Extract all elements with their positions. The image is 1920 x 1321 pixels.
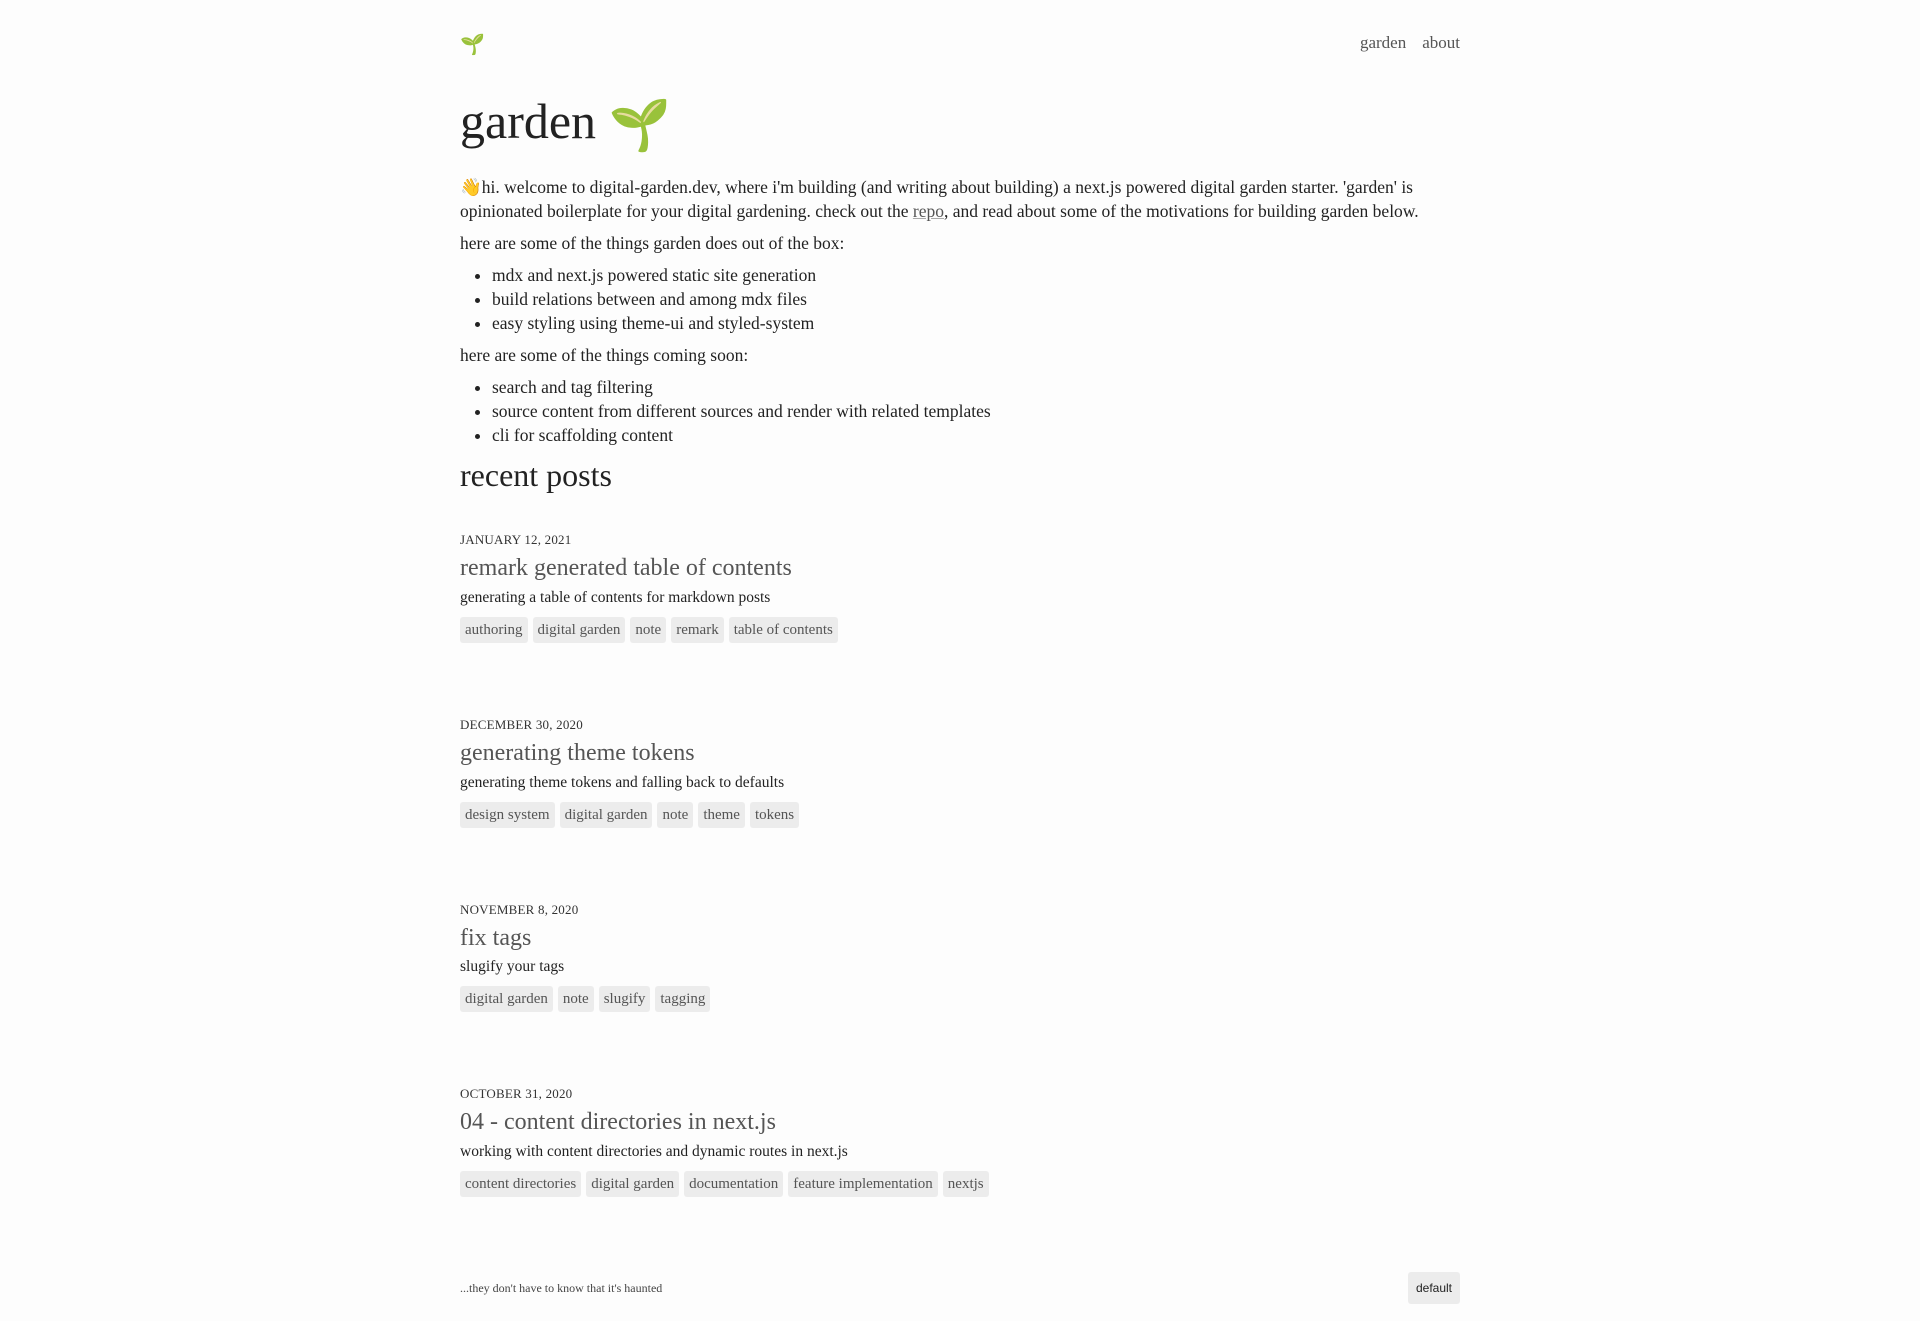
- post-summary: generating a table of contents for markdown posts: [460, 588, 771, 606]
- tag-badge[interactable]: authoring: [460, 617, 528, 643]
- tag-badge[interactable]: note: [558, 986, 594, 1012]
- post-summary: generating theme tokens and falling back to defaults: [460, 773, 785, 791]
- post-tags: [460, 617, 1460, 643]
- tag-badge[interactable]: theme: [698, 802, 745, 828]
- theme-toggle-button[interactable]: default: [1408, 1272, 1460, 1304]
- footer-quote: ...they don't have to know that it's haunted: [460, 1280, 663, 1295]
- tag-badge[interactable]: table of contents: [729, 617, 838, 643]
- list-item: • mdx and next.js powered static site generation: [492, 263, 1460, 287]
- recent-posts-list: [460, 532, 1460, 1197]
- post-summary: working with content directories and dynamic routes in next.js: [460, 1143, 848, 1161]
- main-nav: [1360, 33, 1460, 53]
- tag-badge[interactable]: nextjs: [943, 1171, 989, 1197]
- site-footer: [460, 1272, 1460, 1304]
- tag-badge[interactable]: design system: [460, 802, 555, 828]
- tag-badge[interactable]: digital garden: [586, 1171, 679, 1197]
- post-card: [460, 532, 1460, 643]
- page-title-text: garden: [460, 93, 597, 149]
- site-header: [460, 0, 1460, 86]
- coming-soon-list: [460, 375, 1460, 447]
- list-item: • build relations between and among mdx files: [492, 287, 1460, 311]
- recent-posts-title: recent posts: [460, 457, 612, 493]
- post-tags: [460, 986, 1460, 1012]
- features-lead: here are some of the things garden does out of the box:: [460, 233, 845, 253]
- list-item: • search and tag filtering: [492, 375, 1460, 399]
- post-title-link[interactable]: fix tags: [460, 924, 532, 951]
- post-card: [460, 902, 1460, 1013]
- post-date: JANUARY 12, 2021: [460, 532, 572, 547]
- tag-badge[interactable]: feature implementation: [788, 1171, 938, 1197]
- tag-badge[interactable]: note: [630, 617, 666, 643]
- tag-badge[interactable]: documentation: [684, 1171, 783, 1197]
- post-tags: [460, 802, 1460, 828]
- sprout-logo-icon[interactable]: 🌱: [460, 34, 485, 56]
- tag-badge[interactable]: digital garden: [533, 617, 626, 643]
- intro-paragraph: [460, 175, 1460, 223]
- tag-badge[interactable]: tokens: [750, 802, 799, 828]
- nav-link-garden[interactable]: garden: [1359, 33, 1407, 52]
- post-date: DECEMBER 30, 2020: [460, 716, 583, 732]
- post-title-link[interactable]: generating theme tokens: [460, 739, 695, 766]
- post-tags: [460, 1171, 1460, 1197]
- post-summary: slugify your tags: [460, 958, 565, 976]
- intro-text-end: , and read about some of the motivations for building garden below.: [944, 201, 1419, 221]
- post-date: NOVEMBER 8, 2020: [460, 901, 579, 917]
- list-item: • cli for scaffolding content: [492, 423, 1460, 447]
- tag-badge[interactable]: remark: [671, 617, 723, 643]
- page: [460, 0, 1460, 1295]
- list-item: • easy styling using theme-ui and styled-system: [492, 311, 1460, 335]
- tag-badge[interactable]: content directories: [460, 1171, 581, 1197]
- tag-badge[interactable]: slugify: [599, 986, 651, 1012]
- tag-badge[interactable]: digital garden: [460, 986, 553, 1012]
- repo-link[interactable]: repo: [912, 201, 945, 221]
- features-list: [460, 263, 1460, 335]
- post-card: [460, 1086, 1460, 1197]
- intro-text: hi. welcome to digital-garden.dev, where i'm building (and writing about building) a next.js powered digital garden starter. 'garden' is opinionated boilerplate for your digital gardening. check out the: [460, 177, 1413, 221]
- sprout-icon: 🌱: [608, 97, 671, 153]
- nav-link-about[interactable]: about: [1422, 33, 1460, 52]
- page-title: [460, 94, 1460, 153]
- post-title-link[interactable]: remark generated table of contents: [460, 555, 792, 581]
- post-title-link[interactable]: 04 - content directories in next.js: [460, 1109, 776, 1136]
- coming-soon-lead: here are some of the things coming soon:: [460, 345, 749, 365]
- post-date: OCTOBER 31, 2020: [460, 1086, 573, 1102]
- tag-badge[interactable]: tagging: [655, 986, 710, 1012]
- post-card: [460, 717, 1460, 828]
- wave-icon: 👋: [460, 177, 482, 197]
- tag-badge[interactable]: note: [657, 802, 693, 828]
- tag-badge[interactable]: digital garden: [560, 802, 653, 828]
- list-item: • source content from different sources and render with related templates: [492, 399, 1460, 423]
